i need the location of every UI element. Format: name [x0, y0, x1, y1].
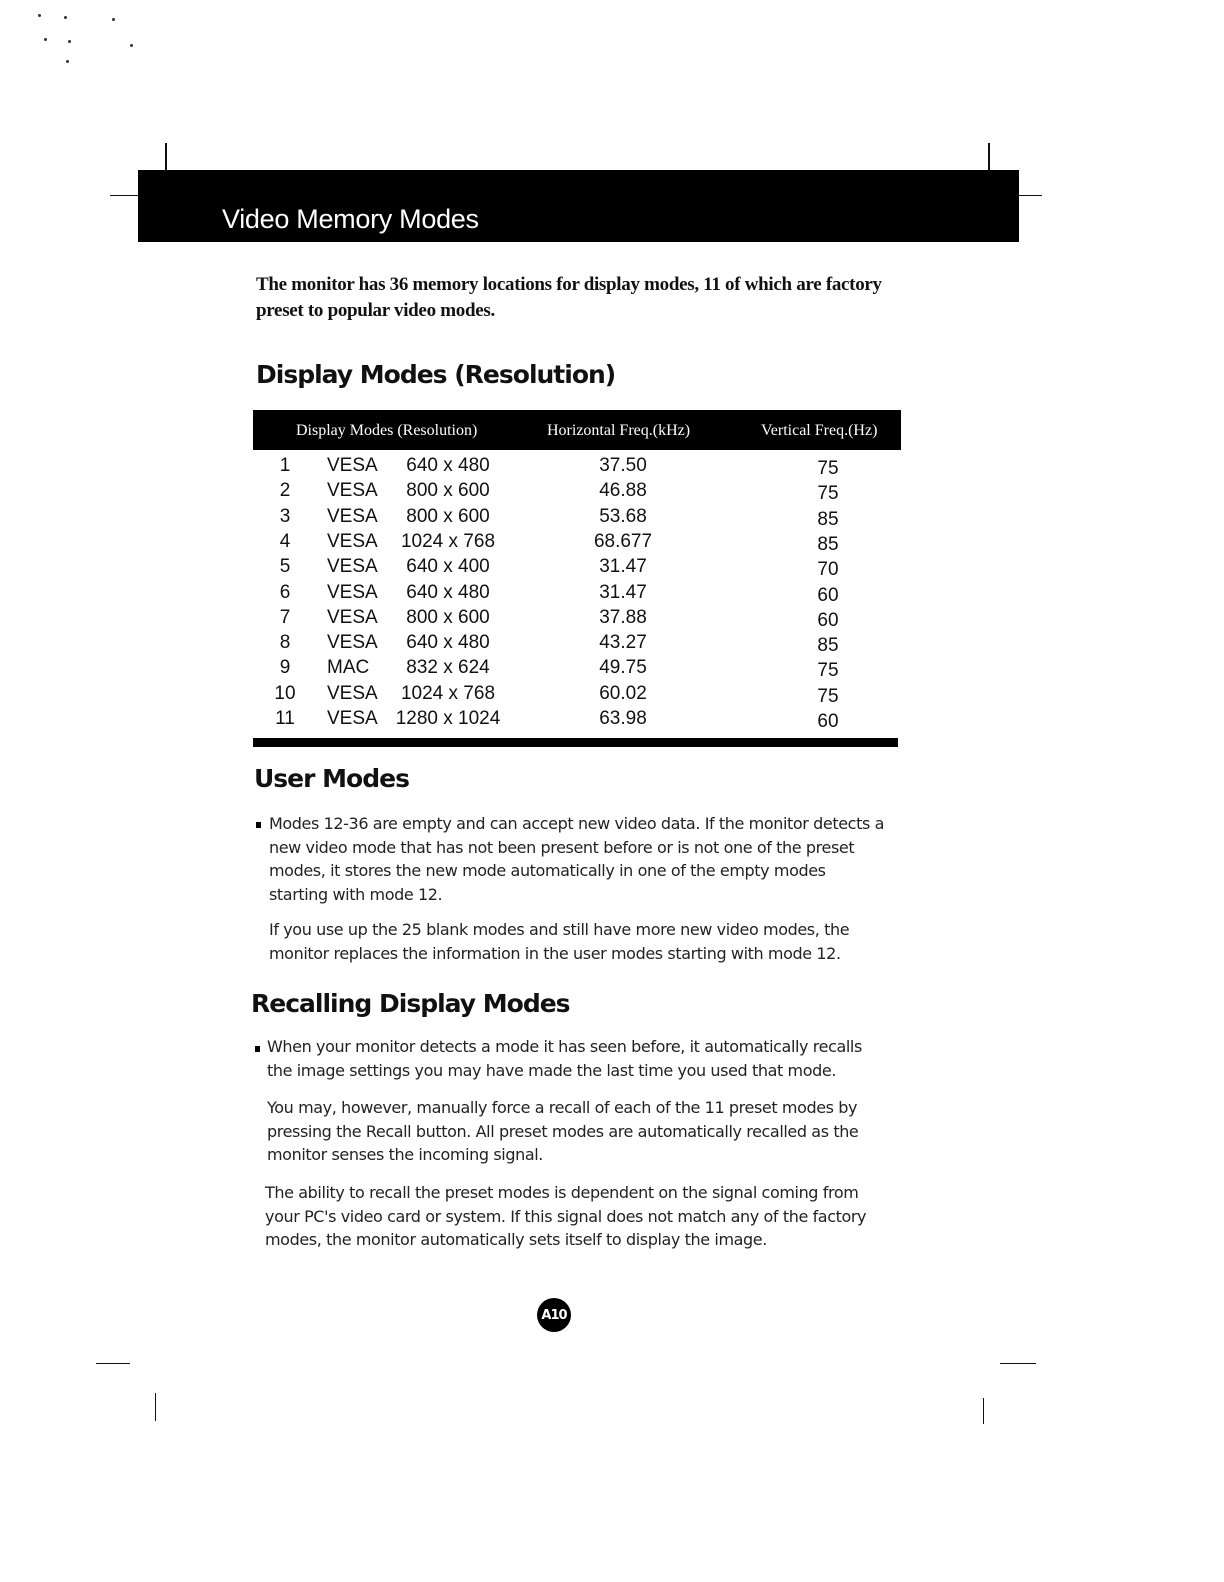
horizontal-freq: 37.88	[599, 606, 647, 628]
mode-number: 3	[279, 505, 291, 527]
section-title-user-modes: User Modes	[254, 764, 409, 793]
mode-standard: VESA	[327, 480, 378, 502]
table-row	[253, 582, 901, 607]
mode-standard: MAC	[327, 657, 370, 679]
vertical-freq: 75	[817, 483, 839, 505]
mode-resolution: 800 x 600	[406, 505, 490, 527]
page-title: Video Memory Modes	[222, 204, 479, 234]
table-row	[253, 657, 901, 682]
horizontal-freq: 60.02	[599, 682, 647, 704]
crop-mark	[983, 1398, 984, 1424]
mode-number: 1	[279, 455, 291, 476]
mode-number: 4	[279, 530, 291, 552]
horizontal-freq: 31.47	[599, 556, 647, 578]
column-header-display-modes: Display Modes (Resolution)	[296, 422, 478, 439]
mode-number: 11	[275, 708, 295, 729]
bullet-icon	[255, 1046, 260, 1052]
mode-resolution: 832 x 624	[406, 657, 490, 679]
crop-mark	[155, 1393, 156, 1421]
horizontal-freq: 46.88	[599, 480, 647, 502]
vertical-freq: 70	[817, 559, 839, 581]
horizontal-freq: 63.98	[599, 708, 647, 729]
mode-resolution: 1280 x 1024	[395, 708, 501, 729]
mode-resolution: 640 x 480	[406, 632, 490, 654]
table-row	[253, 480, 901, 505]
section-title-recalling: Recalling Display Modes	[251, 989, 570, 1018]
mode-standard: VESA	[327, 682, 378, 704]
scan-speck	[38, 14, 41, 17]
recalling-bullet-text: When your monitor detects a mode it has seen before, it automatically recalls the image settings you may have made the last time you used that mode.	[267, 1037, 862, 1080]
crop-mark	[96, 1363, 130, 1364]
scan-speck	[66, 60, 69, 63]
mode-resolution: 1024 x 768	[400, 682, 496, 704]
mode-number: 9	[279, 657, 291, 679]
table-row	[253, 556, 901, 581]
table-row	[253, 455, 901, 480]
table-row	[253, 607, 901, 632]
crop-mark	[988, 143, 990, 173]
column-header-vertical-freq: Vertical Freq.(Hz)	[761, 422, 878, 439]
scan-speck	[68, 40, 71, 43]
mode-number: 8	[279, 632, 291, 654]
horizontal-freq: 53.68	[599, 505, 647, 527]
scan-speck	[130, 44, 133, 47]
scan-speck	[64, 16, 67, 19]
vertical-freq: 60	[817, 711, 839, 732]
horizontal-freq: 68.677	[593, 530, 653, 552]
vertical-freq: 85	[817, 635, 839, 657]
mode-number: 2	[279, 480, 291, 502]
recalling-paragraph-2: The ability to recall the preset modes is dependent on the signal coming from your PC's video card or system. If this signal does not match any of the factory modes, the monitor automatically sets itself to display the image.	[265, 1183, 867, 1249]
horizontal-freq: 43.27	[599, 632, 647, 654]
mode-resolution: 1024 x 768	[400, 530, 496, 552]
mode-number: 5	[279, 556, 291, 578]
intro-text: The monitor has 36 memory locations for display modes, 11 of which are factory preset to popular video modes.	[256, 274, 882, 321]
horizontal-freq: 37.50	[599, 455, 647, 476]
user-modes-paragraph: If you use up the 25 blank modes and still have more new video modes, the monitor replaces the information in the user modes starting with mode 12.	[269, 920, 850, 963]
vertical-freq: 85	[817, 533, 839, 555]
mode-standard: VESA	[327, 556, 378, 578]
column-header-horizontal-freq: Horizontal Freq.(kHz)	[547, 422, 691, 439]
page-number-badge: A10	[537, 1298, 571, 1332]
recalling-paragraph-1: You may, however, manually force a recall of each of the 11 preset modes by pressing the Recall button. All preset modes are automatically recalled as the monitor senses the incoming signal.	[267, 1098, 859, 1164]
mode-standard: VESA	[327, 581, 378, 603]
mode-standard: VESA	[327, 606, 378, 628]
table-bottom-rule	[253, 738, 898, 747]
mode-standard: VESA	[327, 530, 378, 552]
vertical-freq: 60	[817, 609, 839, 631]
vertical-freq: 75	[817, 685, 839, 707]
crop-mark	[1018, 195, 1042, 196]
mode-number: 7	[279, 606, 291, 628]
table-row	[253, 708, 901, 733]
mode-standard: VESA	[327, 708, 378, 729]
mode-number: 6	[279, 581, 291, 603]
mode-standard: VESA	[327, 632, 378, 654]
bullet-icon	[256, 822, 261, 828]
horizontal-freq: 49.75	[599, 657, 647, 679]
mode-standard: VESA	[327, 455, 378, 476]
mode-resolution: 800 x 600	[406, 606, 490, 628]
scan-speck	[44, 38, 47, 41]
crop-mark	[165, 143, 167, 173]
table-header	[253, 410, 901, 450]
mode-standard: VESA	[327, 505, 378, 527]
vertical-freq: 60	[817, 584, 839, 606]
table-row	[253, 506, 901, 531]
table-row	[253, 683, 901, 708]
mode-resolution: 640 x 400	[406, 556, 490, 578]
mode-resolution: 640 x 480	[406, 581, 490, 603]
section-title-display-modes: Display Modes (Resolution)	[256, 360, 616, 389]
horizontal-freq: 31.47	[599, 581, 647, 603]
crop-mark	[1000, 1363, 1036, 1364]
table-row	[253, 531, 901, 556]
vertical-freq: 75	[817, 660, 839, 682]
vertical-freq: 85	[817, 508, 839, 530]
scan-speck	[112, 18, 115, 21]
vertical-freq: 75	[817, 458, 839, 479]
mode-number: 10	[274, 682, 296, 704]
mode-resolution: 640 x 480	[406, 455, 490, 476]
table-row	[253, 632, 901, 657]
user-modes-bullet-text: Modes 12-36 are empty and can accept new video data. If the monitor detects a new video mode that has not been present before or is not one of the preset modes, it stores the new mode automatically in one of the empty modes starting with mode 12.	[269, 814, 884, 904]
mode-resolution: 800 x 600	[406, 480, 490, 502]
crop-mark	[110, 195, 140, 196]
header-bar	[138, 170, 1019, 242]
